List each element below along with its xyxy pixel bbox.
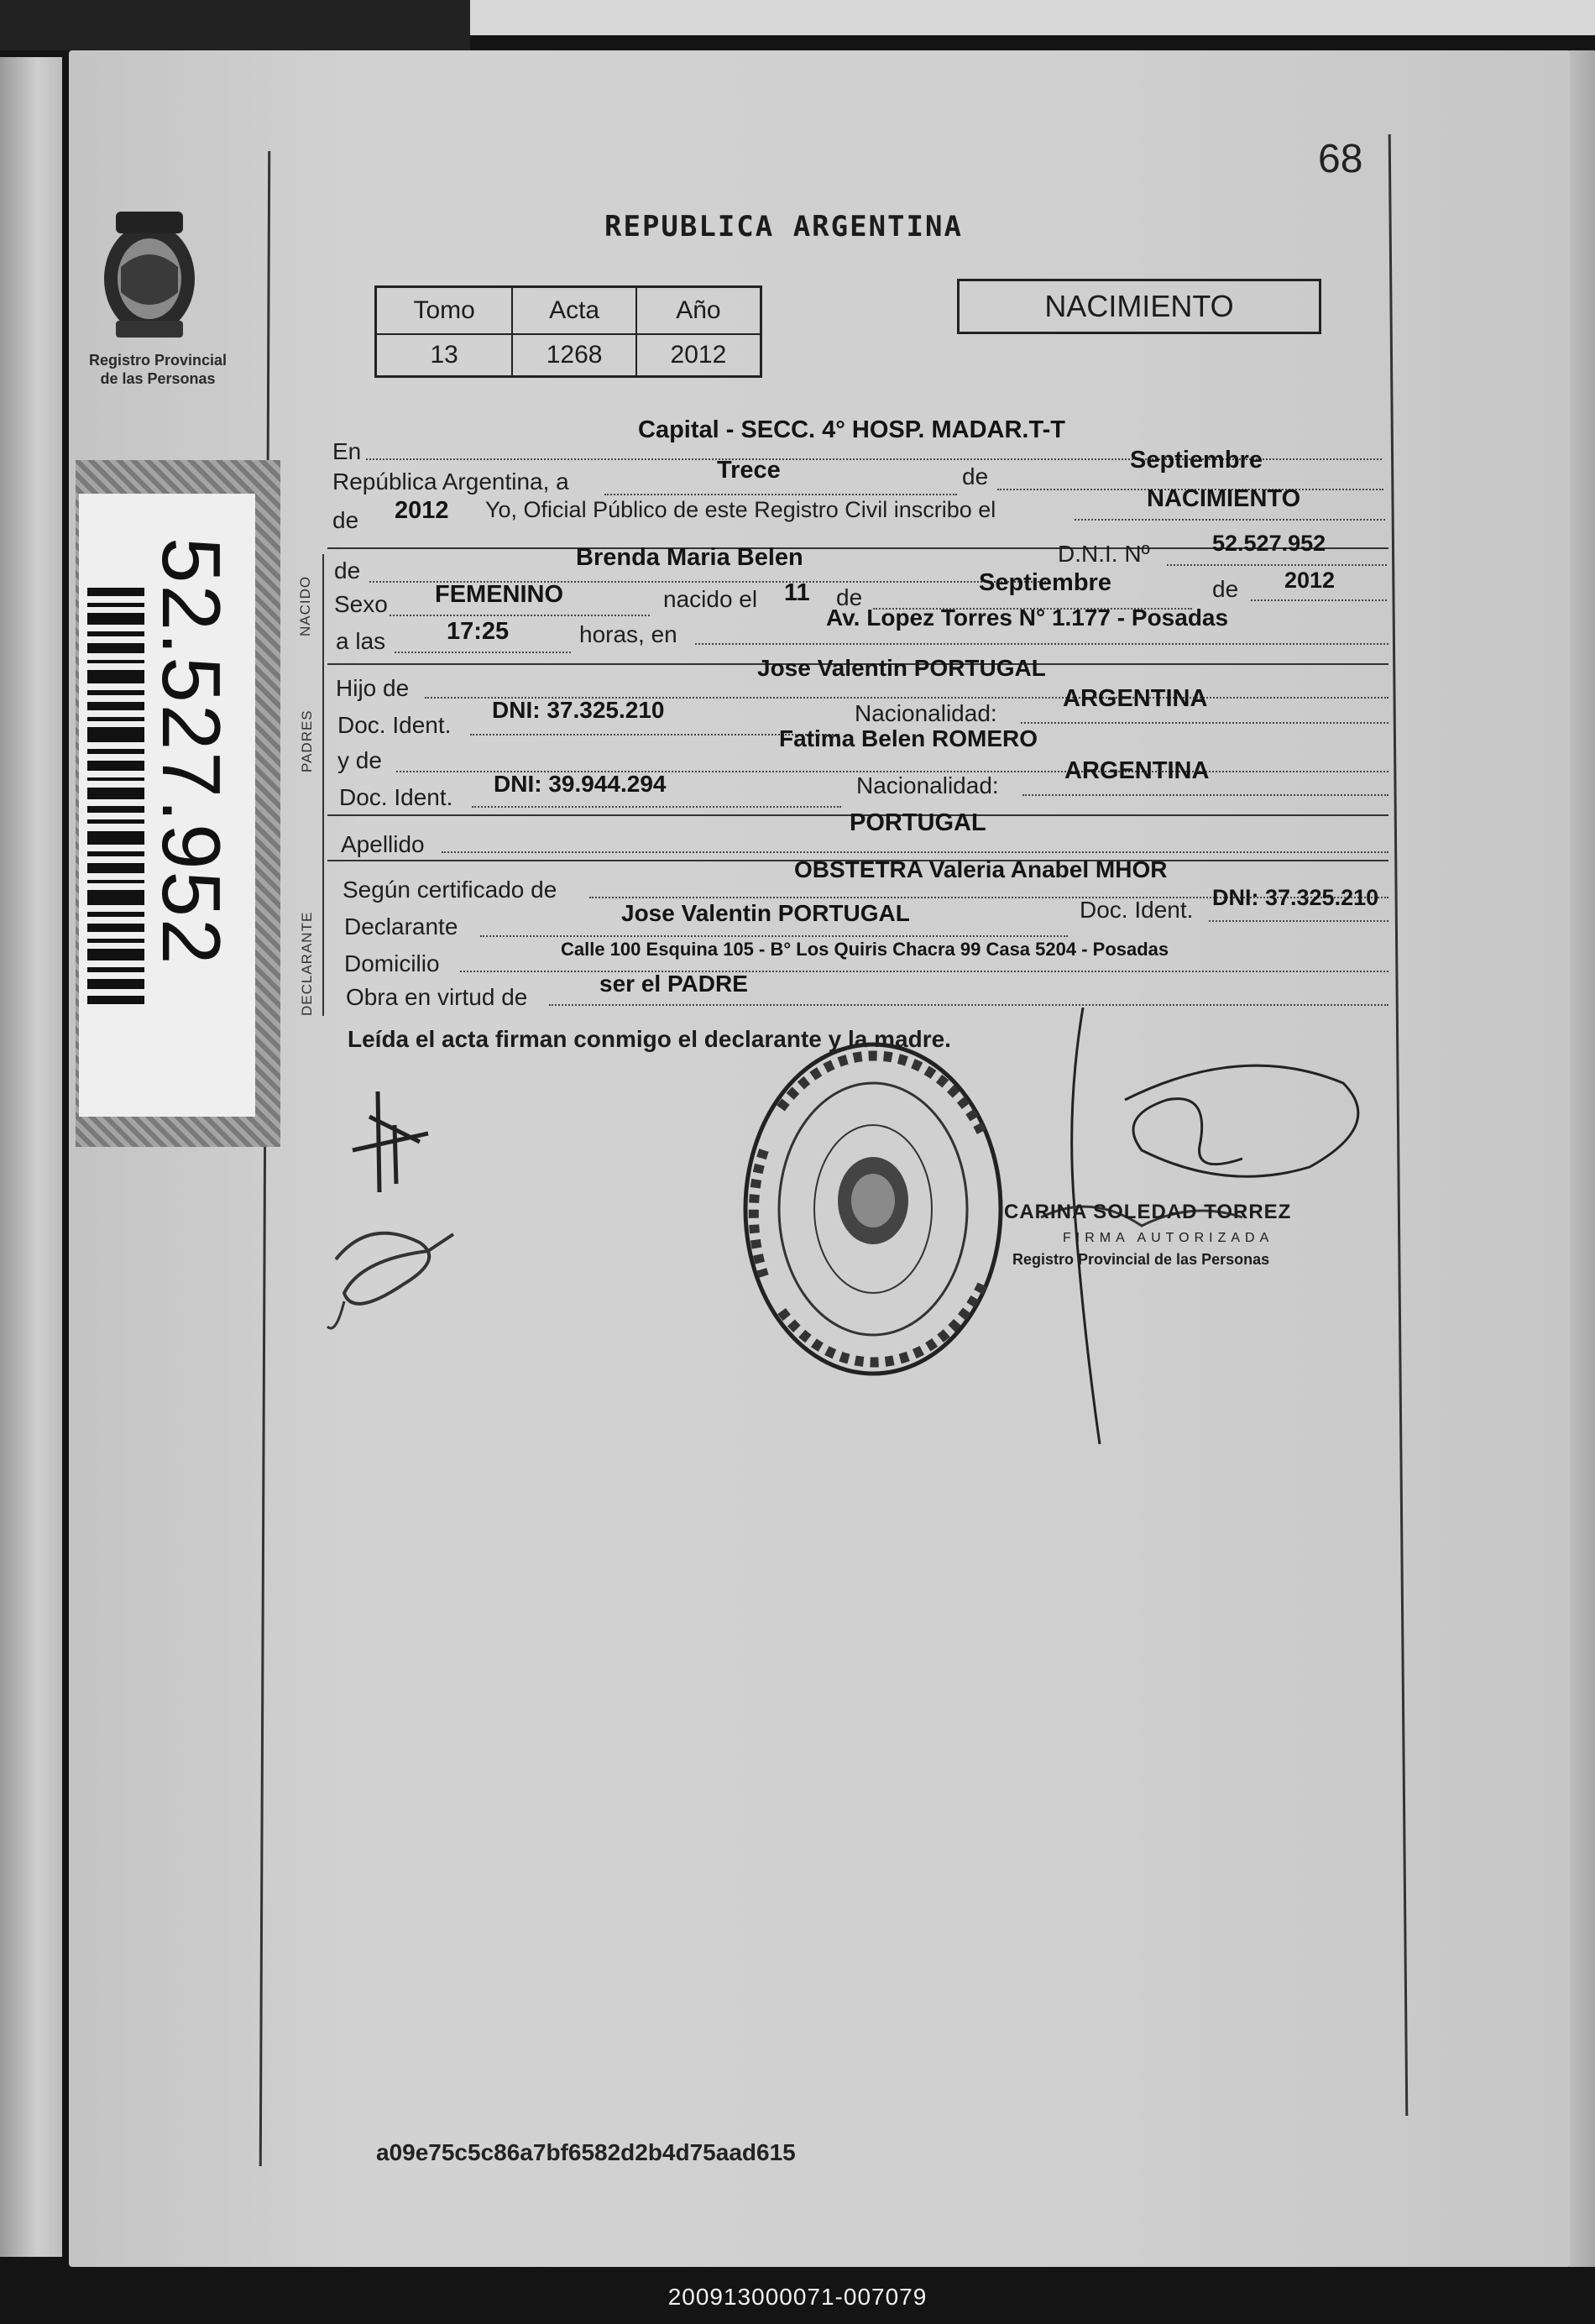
dotted-line [1209, 919, 1388, 922]
doc-ident-label: Doc. Ident. [339, 784, 453, 810]
dotted-line [695, 641, 1388, 645]
de-year-label: de [332, 507, 359, 533]
registry-caption: Registro Provincial de las Personas [88, 352, 227, 387]
dotted-line [1021, 720, 1388, 724]
domicilio-value: Calle 100 Esquina 105 - B° Los Quiris Chacra 99 Casa 5204 - Posadas [561, 939, 1169, 960]
declarante-section-label: DECLARANTE [299, 911, 315, 1016]
label-dni-number: 52.527.952 [145, 537, 238, 966]
misiones-coat-of-arms-icon [91, 208, 208, 341]
doc-ident-label: Doc. Ident. [1080, 897, 1194, 923]
dotted-line [395, 650, 571, 653]
nacionalidad-label: Nacionalidad: [856, 772, 999, 798]
birth-day-value: 11 [784, 579, 810, 606]
horas-label: horas, en [579, 621, 677, 647]
dotted-line [390, 613, 650, 616]
de-label: de [334, 557, 361, 584]
dotted-line [1167, 563, 1387, 566]
segun-label: Según certificado de [343, 877, 557, 903]
place-value: Capital - SECC. 4° HOSP. MADAR.T-T [638, 416, 1065, 443]
de-label: de [962, 463, 989, 489]
next-page-edge [470, 0, 1595, 35]
obra-label: Obra en virtud de [346, 984, 528, 1010]
de-label: de [836, 584, 863, 610]
dotted-line [480, 934, 1068, 937]
day-word-value: Trece [717, 457, 781, 484]
dotted-line [549, 1002, 1388, 1006]
father-doc-value: DNI: 37.325.210 [492, 697, 665, 723]
dotted-line [1075, 517, 1385, 521]
y-de-label: y de [337, 747, 382, 773]
left-page-edge [0, 57, 62, 2257]
domicilio-label: Domicilio [344, 950, 440, 976]
table-cell-tomo: 13 [376, 334, 513, 377]
republica-label: República Argentina, a [332, 468, 569, 495]
child-dni-value: 52.527.952 [1212, 531, 1326, 556]
nacido-el-label: nacido el [663, 586, 758, 612]
certificate-by-value: OBSTETRA Valeria Anabel MHOR [794, 856, 1168, 882]
scan-background [0, 0, 470, 50]
declarante-name-value: Jose Valentin PORTUGAL [621, 900, 910, 926]
mother-name-value: Fatima Belen ROMERO [779, 725, 1038, 751]
dotted-line [1251, 598, 1387, 601]
table-header-tomo: Tomo [376, 287, 513, 335]
section-line [322, 554, 324, 1016]
birth-time-value: 17:25 [447, 618, 510, 645]
birth-place-value: Av. Lopez Torres N° 1.177 - Posadas [826, 605, 1229, 631]
yo-text: Yo, Oficial Público de este Registro Civil inscribo el [485, 497, 996, 522]
birth-year-value: 2012 [1284, 568, 1336, 593]
barcode-icon [84, 588, 151, 1008]
obra-value: ser el PADRE [599, 971, 748, 997]
dni-label: D.N.I. Nº [1058, 541, 1150, 567]
official-role: FIRMA AUTORIZADA [1063, 1231, 1274, 1245]
nacido-section-label: NACIDO [297, 575, 313, 636]
closing-statement: Leída el acta firman conmigo el declarante y la madre. [348, 1026, 951, 1052]
dotted-line [472, 804, 841, 808]
dotted-line [442, 850, 1388, 853]
doc-ident-label: Doc. Ident. [337, 712, 452, 738]
mother-nationality-value: ARGENTINA [1064, 757, 1210, 784]
declarant-signature-icon [319, 1091, 470, 1335]
de-label: de [1212, 576, 1239, 602]
declarante-label: Declarante [344, 913, 458, 940]
official-stamp [1004, 1201, 1340, 1301]
padres-section-label: PADRES [299, 709, 315, 772]
record-type-box: NACIMIENTO [957, 279, 1321, 334]
right-page-edge [1570, 50, 1595, 2267]
declarante-doc-value: DNI: 37.325.210 [1212, 885, 1379, 910]
nacionalidad-label: Nacionalidad: [855, 700, 997, 726]
table-cell-ano: 2012 [636, 334, 761, 377]
official-seal-icon [730, 1033, 1016, 1385]
sexo-label: Sexo [334, 591, 388, 617]
official-dept: Registro Provincial de las Personas [1012, 1251, 1270, 1268]
apellido-label: Apellido [341, 831, 425, 857]
en-label: En [332, 438, 362, 464]
month-value: Septiembre [1130, 447, 1263, 474]
table-cell-acta: 1268 [512, 334, 636, 377]
table-header-acta: Acta [512, 287, 636, 335]
apellido-value: PORTUGAL [850, 809, 986, 836]
birth-month-value: Septiembre [979, 569, 1111, 596]
year-value: 2012 [395, 497, 449, 524]
page-number: 68 [1318, 137, 1363, 181]
child-name-value: Brenda Maria Belen [576, 544, 803, 571]
a-las-label: a las [336, 628, 386, 654]
registry-table [374, 285, 762, 378]
dotted-line [1022, 793, 1388, 796]
document-hash: a09e75c5c86a7bf6582d2b4d75aad615 [376, 2139, 796, 2165]
document-title: REPUBLICA ARGENTINA [604, 210, 963, 243]
hijo-de-label: Hijo de [336, 675, 410, 701]
table-header-ano: Año [636, 287, 761, 335]
father-nationality-value: ARGENTINA [1063, 685, 1208, 712]
inscribe-type-value: NACIMIENTO [1147, 485, 1301, 512]
dotted-line [604, 492, 957, 495]
father-name-value: Jose Valentin PORTUGAL [757, 655, 1046, 681]
sexo-value: FEMENINO [435, 581, 564, 608]
official-name: CARINA SOLEDAD TORREZ [1004, 1201, 1292, 1223]
scan-id: 200913000071-007079 [667, 2284, 928, 2310]
mother-doc-value: DNI: 39.944.294 [494, 771, 667, 797]
